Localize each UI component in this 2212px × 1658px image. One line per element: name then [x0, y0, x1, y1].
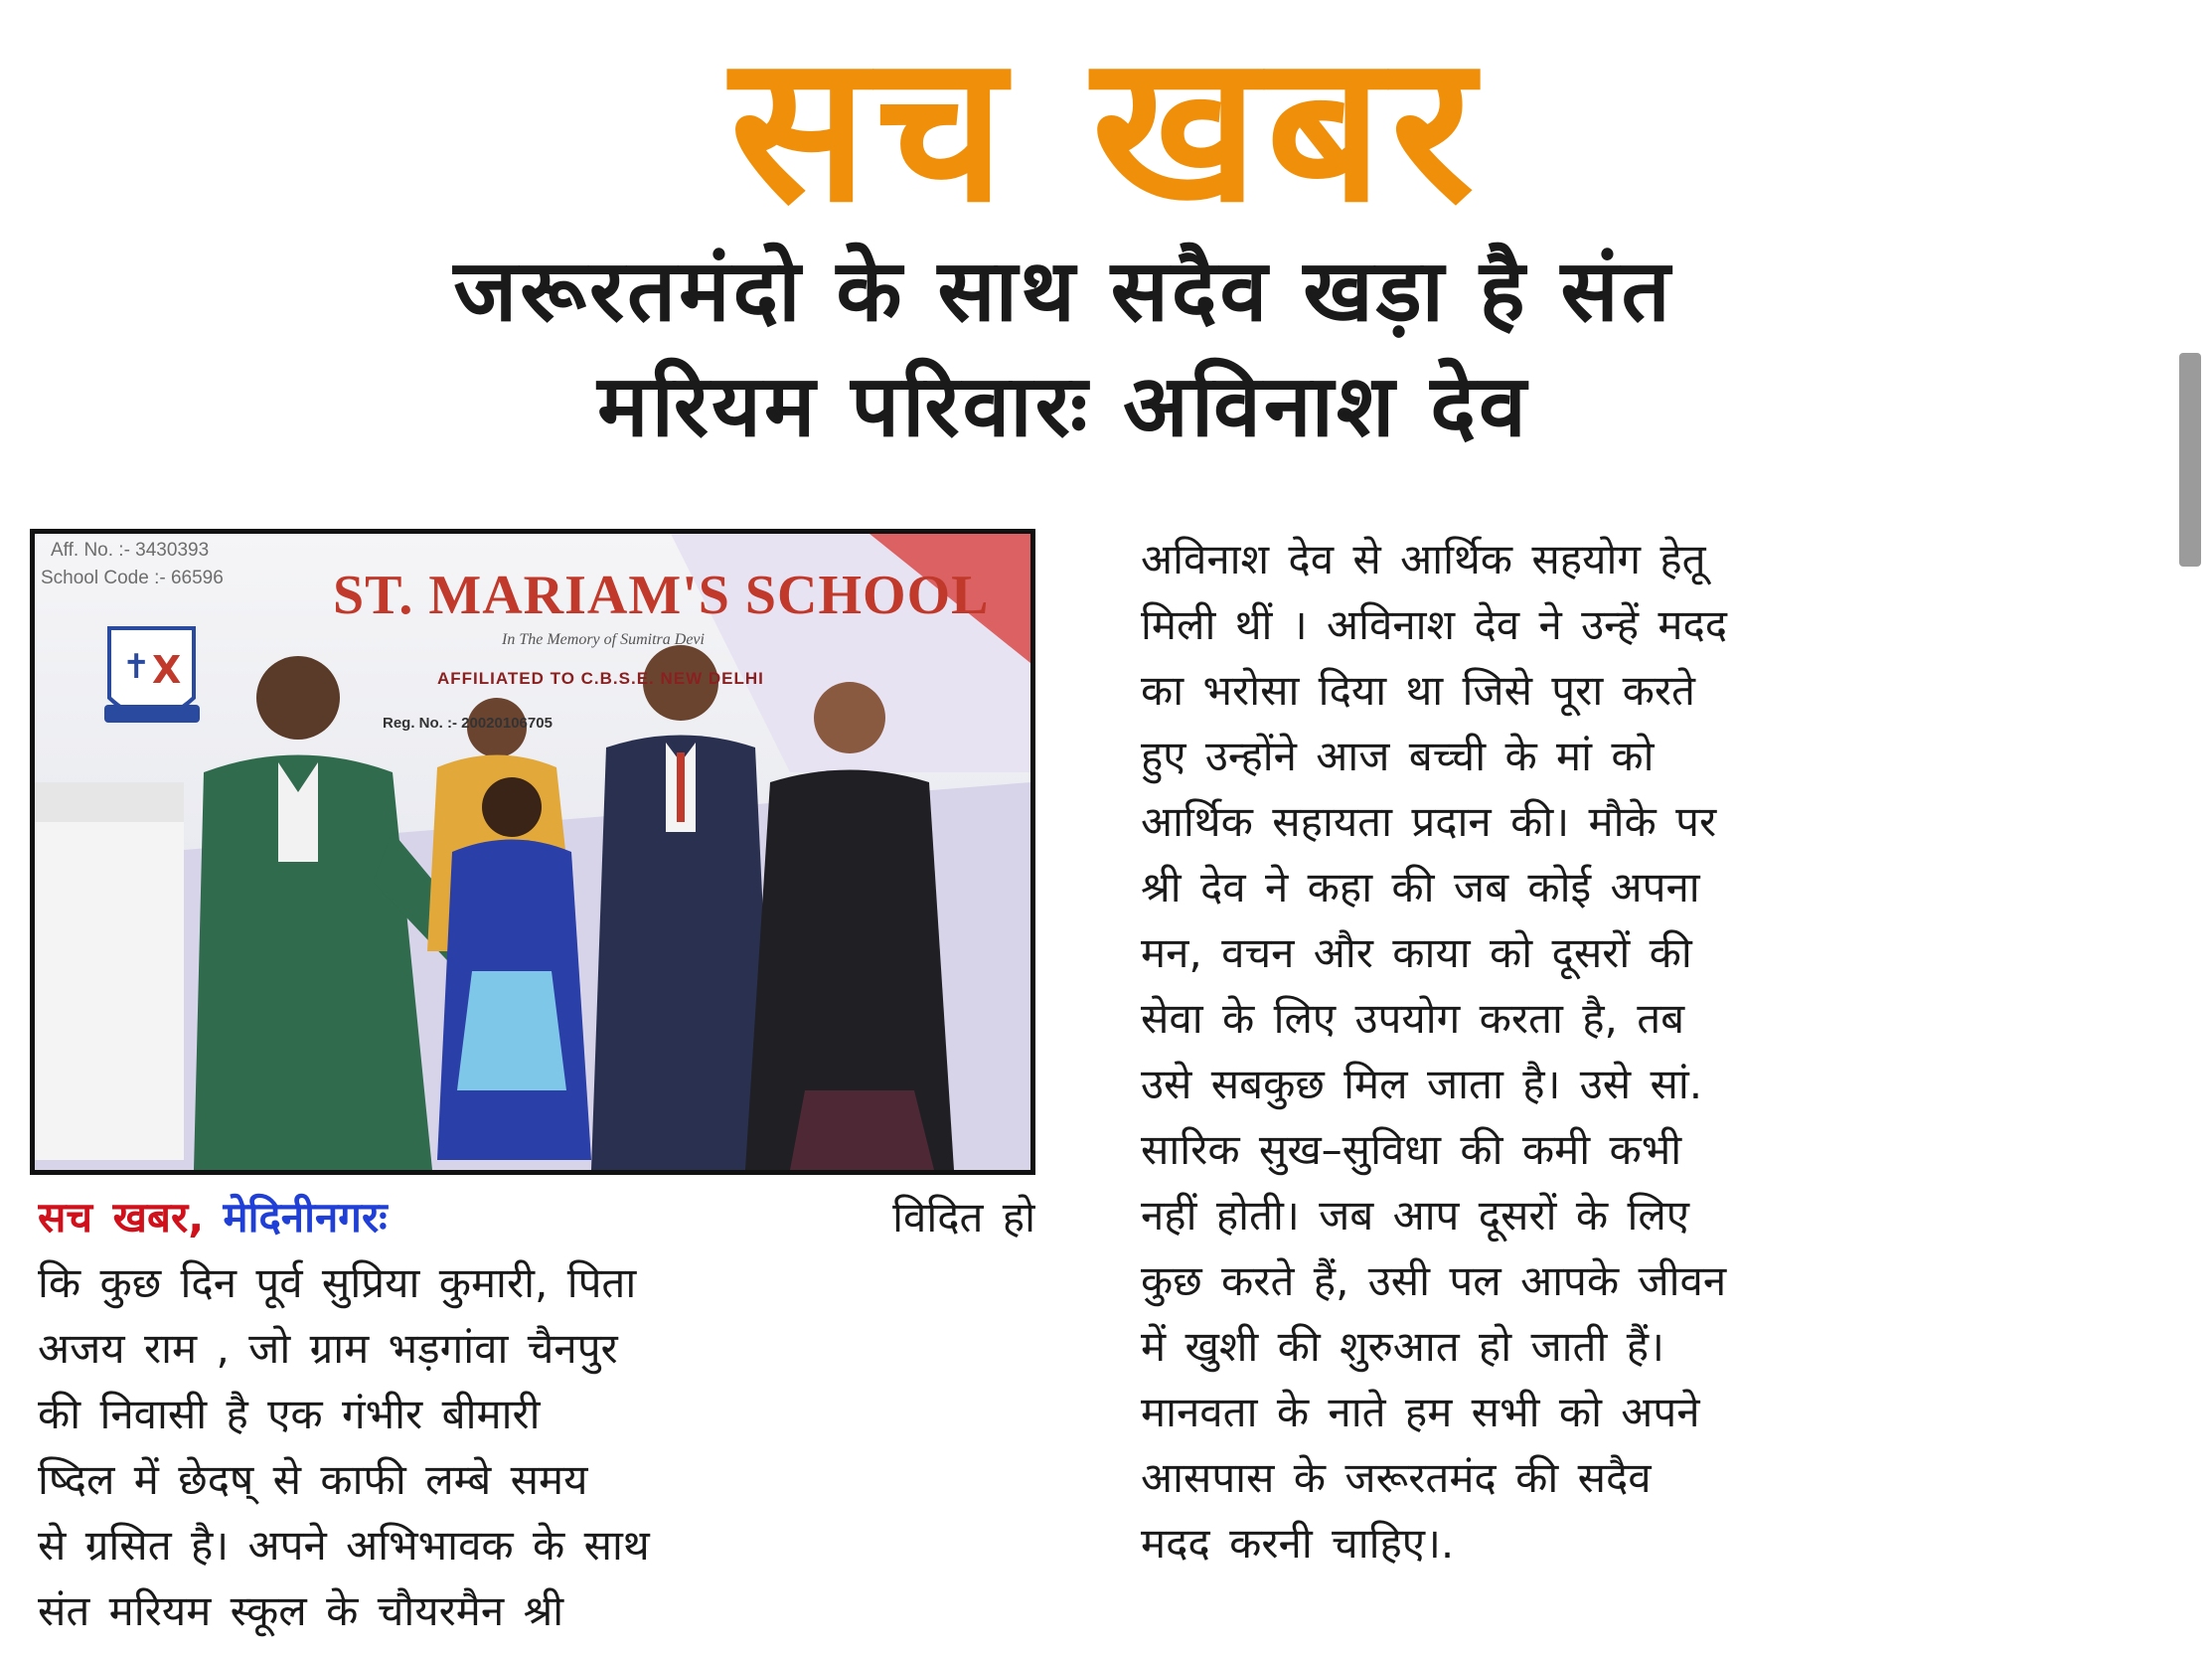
svg-text:✝: ✝: [122, 647, 151, 687]
article-column-left: [38, 1185, 1035, 1644]
school-crest-icon: [104, 628, 200, 723]
article-line: कुछ करते हैं, उसी पल आपके जीवन: [1141, 1256, 1727, 1305]
banner-affiliated: AFFILIATED TO C.B.S.E. NEW DELHI: [437, 669, 764, 688]
article-line: ष्दिल में छेदष् से काफी लम्बे समय: [38, 1455, 588, 1504]
dateline-publication: सच खबर,: [38, 1193, 205, 1242]
headline-line-2: मरियम परिवारः अविनाश देव: [597, 357, 1529, 456]
masthead-title: सच खबर: [729, 11, 1483, 248]
article-line: कि कुछ दिन पूर्व सुप्रिया कुमारी, पिता: [38, 1258, 637, 1307]
article-line: श्री देव ने कहा की जब कोई अपना: [1141, 863, 1700, 912]
article-line: हुए उन्होंने आज बच्ची के मां को: [1141, 732, 1655, 780]
article-line: उसे सबकुछ मिल जाता है। उसे सां.: [1141, 1060, 1703, 1108]
article-line: सेवा के लिए उपयोग करता है, तब: [1141, 994, 1685, 1043]
article-line: आर्थिक सहायता प्रदान की। मौके पर: [1141, 797, 1717, 846]
article-line: की निवासी है एक गंभीर बीमारी: [38, 1390, 541, 1438]
article-column-right: [1141, 527, 2150, 1576]
news-photo: [30, 529, 1035, 1175]
man-suit: [591, 645, 775, 1170]
article-line: अजय राम , जो ग्राम भड़गांवा चैनपुर: [38, 1324, 618, 1373]
article-line: विदित हो: [892, 1193, 1035, 1242]
photo-scene: [35, 534, 1030, 1170]
article-line: से ग्रसित है। अपने अभिभावक के साथ: [38, 1521, 650, 1570]
article-dateline-line: [38, 1185, 1035, 1250]
banner-reg-no: Reg. No. :- 20020106705: [383, 715, 553, 732]
headline-line-1: जरूरतमंदो के साथ सदैव खड़ा है संत: [453, 242, 1673, 341]
banner-school-name: ST. MARIAM'S SCHOOL: [333, 565, 990, 626]
article-line: नहीं होती। जब आप दूसरों के लिए: [1141, 1191, 1690, 1240]
article-line: मदद करनी चाहिए।.: [1141, 1519, 1455, 1568]
article-line: सारिक सुख–सुविधा की कमी कभी: [1141, 1125, 1682, 1174]
banner-school-code: School Code :- 66596: [41, 568, 224, 588]
banner-memory-line: In The Memory of Sumitra Devi: [502, 631, 705, 648]
article-line: में खुशी की शुरुआत हो जाती हैं।: [1141, 1322, 1664, 1371]
article-line: मानवता के नाते हम सभी को अपने: [1141, 1388, 1700, 1436]
article-line: संत मरियम स्कूल के चौयरमैन श्री: [38, 1586, 564, 1635]
article-line: अविनाश देव से आर्थिक सहयोग हेतू: [1141, 535, 1706, 583]
article-line: मिली थीं । अविनाश देव ने उन्हें मदद: [1141, 600, 1728, 649]
headline: [119, 234, 2007, 464]
article-line: मन, वचन और काया को दूसरों की: [1141, 928, 1692, 977]
dateline-place: मेदिनीनगरः: [223, 1193, 388, 1242]
banner-aff-no: Aff. No. :- 3430393: [51, 540, 210, 561]
svg-text:X: X: [152, 648, 182, 692]
article-line: आसपास के जरूरतमंद की सदैव: [1141, 1453, 1652, 1502]
article-line: का भरोसा दिया था जिसे पूरा करते: [1141, 666, 1695, 715]
scrollbar-thumb[interactable]: [2179, 353, 2201, 567]
